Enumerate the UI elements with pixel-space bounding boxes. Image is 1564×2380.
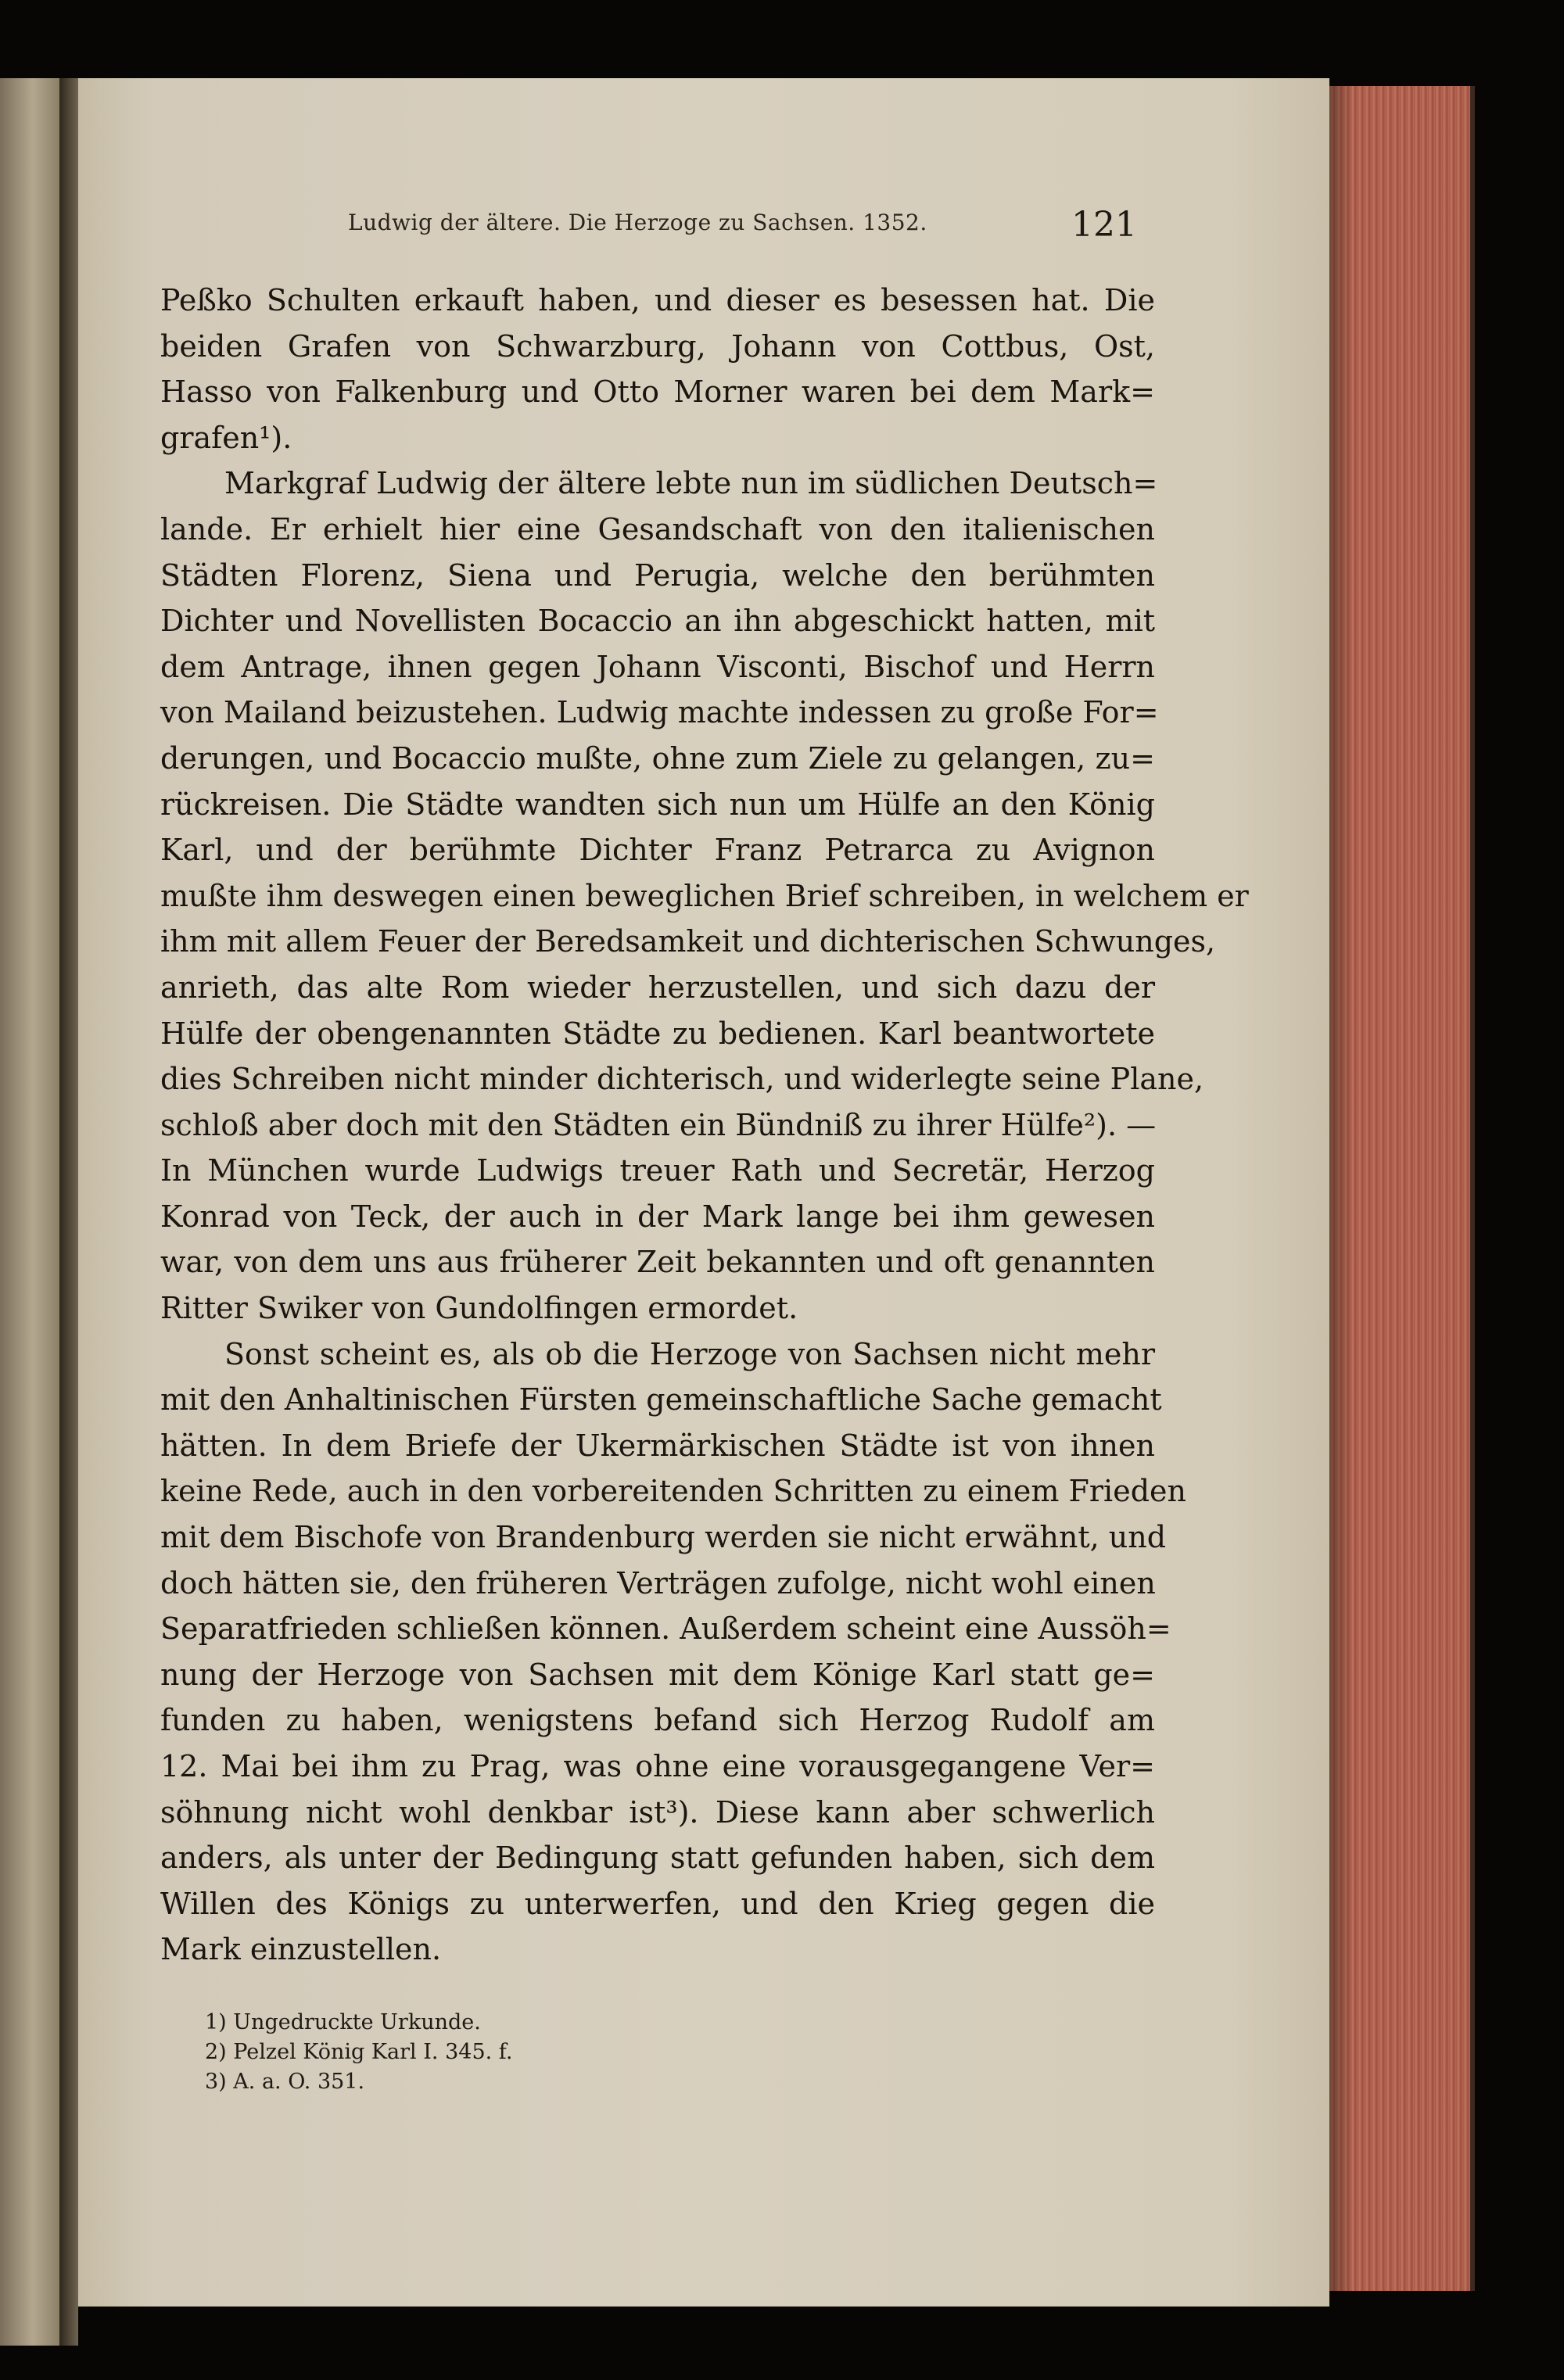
book-gutter	[59, 78, 78, 2346]
text-line: Karl, und der berühmte Dichter Franz Petrarca zu Avignon	[160, 833, 1155, 868]
footnotes	[205, 2008, 752, 2097]
text-line: von Mailand beizustehen. Ludwig machte indessen zu große For=	[160, 695, 1159, 730]
text-line: lande. Er erhielt hier eine Gesandschaft von den italienischen	[160, 511, 1155, 547]
text-line: grafen¹).	[160, 420, 292, 455]
text-line: derungen, und Bocaccio mußte, ohne zum Ziele zu gelangen, zu=	[160, 740, 1155, 776]
text-line: Sonst scheint es, als ob die Herzoge von Sachsen nicht mehr	[224, 1336, 1155, 1371]
text-line: beiden Grafen von Schwarzburg, Johann von Cottbus, Ost,	[160, 328, 1155, 364]
text-line: Separatfrieden schließen können. Außerdem scheint eine Aussöh=	[160, 1611, 1171, 1647]
footnote: 2) Pelzel König Karl I. 345. f.	[205, 2040, 513, 2064]
page-edge-shadow	[1329, 86, 1353, 2291]
text-line: Willen des Königs zu unterwerfen, und den Krieg gegen die	[160, 1886, 1155, 1921]
text-line: Peßko Schulten erkauft haben, und dieser es besessen hat. Die	[160, 283, 1155, 317]
text-line: Hülfe der obengenannten Städte zu bedienen. Karl beantwortete	[160, 1016, 1155, 1051]
text-line: anders, als unter der Bedingung statt gefunden haben, sich dem	[160, 1841, 1155, 1876]
text-line: söhnung nicht wohl denkbar ist³). Diese kann aber schwerlich	[160, 1794, 1155, 1830]
text-line: 12. Mai bei ihm zu Prag, was ohne eine vorausgegangene Ver=	[160, 1749, 1155, 1783]
text-line: Städten Florenz, Siena und Perugia, welche den berühmten	[160, 557, 1155, 593]
running-header: Ludwig der ältere. Die Herzoge zu Sachsen. 1352.	[348, 210, 927, 235]
text-line: war, von dem uns aus früherer Zeit bekannten und oft genannten	[160, 1245, 1155, 1280]
text-line: In München wurde Ludwigs treuer Rath und Secretär, Herzog	[160, 1153, 1155, 1188]
text-line: hätten. In dem Briefe der Ukermärkischen Städte ist von ihnen	[160, 1428, 1155, 1463]
text-line: Dichter und Novellisten Bocaccio an ihn abgeschickt hatten, mit	[160, 604, 1155, 639]
text-line: dies Schreiben nicht minder dichterisch, und widerlegte seine Plane,	[160, 1062, 1204, 1097]
text-line: dem Antrage, ihnen gegen Johann Visconti, Bischof und Herrn	[160, 649, 1155, 684]
text-line: Markgraf Ludwig der ältere lebte nun im südlichen Deutsch=	[224, 466, 1158, 501]
text-line: mit dem Bischofe von Brandenburg werden sie nicht erwähnt, und	[160, 1520, 1167, 1555]
text-line: ihm mit allem Feuer der Beredsamkeit und dichterischen Schwunges,	[160, 924, 1216, 959]
text-line: Mark einzustellen.	[160, 1932, 442, 1967]
text-line: doch hätten sie, den früheren Verträgen zufolge, nicht wohl einen	[160, 1565, 1156, 1600]
text-line: rückreisen. Die Städte wandten sich nun um Hülfe an den König	[160, 787, 1155, 822]
text-line: funden zu haben, wenigstens befand sich Herzog Rudolf am	[160, 1703, 1155, 1738]
text-line: keine Rede, auch in den vorbereitenden Schritten zu einem Frieden	[160, 1474, 1186, 1509]
body-text	[160, 278, 1249, 1973]
footnote: 1) Ungedruckte Urkunde.	[205, 2010, 481, 2034]
text-line: Ritter Swiker von Gundolfingen ermordet.	[160, 1291, 798, 1326]
text-line: Konrad von Teck, der auch in der Mark lange bei ihm gewesen	[160, 1199, 1155, 1234]
text-line: mit den Anhaltinischen Fürsten gemeinschaftliche Sache gemacht	[160, 1382, 1162, 1418]
text-line: nung der Herzoge von Sachsen mit dem Könige Karl statt ge=	[160, 1657, 1155, 1692]
text-line: schloß aber doch mit den Städten ein Bündniß zu ihrer Hülfe²). —	[160, 1107, 1157, 1142]
page-number: 121	[1071, 205, 1137, 245]
text-line: anrieth, das alte Rom wieder herzustellen, und sich dazu der	[160, 970, 1155, 1005]
text-line: Hasso von Falkenburg und Otto Morner waren bei dem Mark=	[160, 375, 1155, 410]
left-page-edge	[0, 78, 59, 2346]
text-line: mußte ihm deswegen einen beweglichen Brief schreiben, in welchem er	[160, 878, 1249, 913]
footnote: 3) A. a. O. 351.	[205, 2070, 365, 2094]
